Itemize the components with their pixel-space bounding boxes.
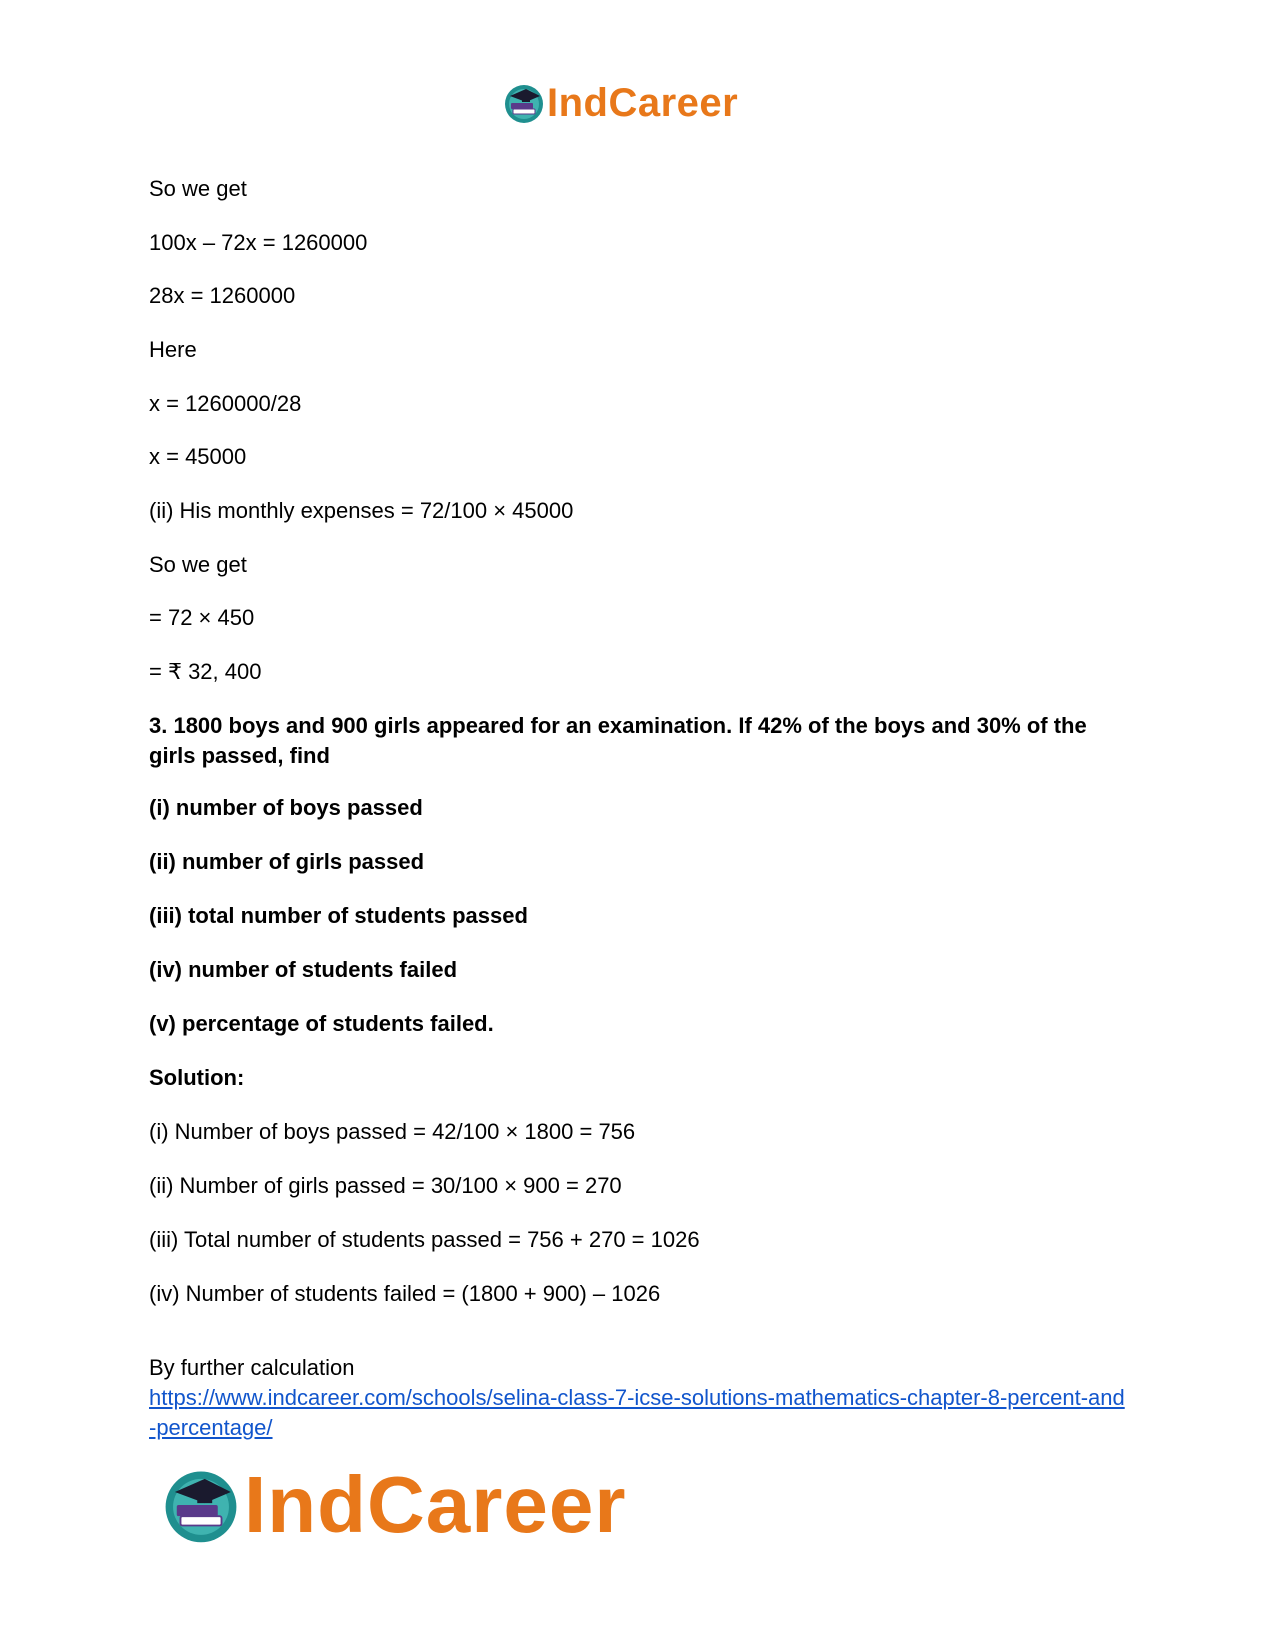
equation-line: 28x = 1260000 bbox=[149, 283, 296, 308]
footer-logo bbox=[160, 1460, 626, 1550]
question-part: (iii) total number of students passed bbox=[149, 903, 528, 928]
equation-line: x = 1260000/28 bbox=[149, 391, 302, 416]
further-calculation-text: By further calculation bbox=[149, 1355, 355, 1380]
solution-line: (i) Number of boys passed = 42/100 × 1800 = 756 bbox=[149, 1119, 636, 1144]
equation-line: 100x – 72x = 1260000 bbox=[149, 230, 368, 255]
question-part: (i) number of boys passed bbox=[149, 795, 423, 820]
solution-line: (ii) Number of girls passed = 30/100 × 900 = 270 bbox=[149, 1173, 622, 1198]
text-line: (ii) His monthly expenses = 72/100 × 45000 bbox=[149, 498, 574, 523]
source-link[interactable]: https://www.indcareer.com/schools/selina-class-7-icse-solutions-mathematics-chapter-8-percent-and-percentage/ bbox=[149, 1385, 1125, 1440]
footer-logo-text: IndCareer bbox=[244, 1460, 627, 1549]
equation-line: = 72 × 450 bbox=[149, 605, 255, 630]
text-line: Here bbox=[149, 337, 197, 362]
question-part: (v) percentage of students failed. bbox=[149, 1011, 494, 1036]
header-logo-text: IndCareer bbox=[547, 81, 739, 125]
graduation-book-globe-icon bbox=[502, 81, 546, 125]
question-heading: 3. 1800 boys and 900 girls appeared for an examination. If 42% of the boys and 30% of the girls passed, find bbox=[149, 713, 1087, 768]
question-part: (ii) number of girls passed bbox=[149, 849, 425, 874]
question-part: (iv) number of students failed bbox=[149, 957, 458, 982]
solution-line: (iii) Total number of students passed = 756 + 270 = 1026 bbox=[149, 1227, 700, 1252]
equation-line: = ₹ 32, 400 bbox=[149, 659, 262, 684]
solution-label: Solution: bbox=[149, 1065, 245, 1090]
graduation-book-globe-icon bbox=[160, 1464, 242, 1546]
equation-line: x = 45000 bbox=[149, 444, 247, 469]
text-line: So we get bbox=[149, 552, 247, 577]
solution-line: (iv) Number of students failed = (1800 + 900) – 1026 bbox=[149, 1281, 661, 1306]
text-line: So we get bbox=[149, 176, 247, 201]
header-logo bbox=[502, 80, 738, 126]
